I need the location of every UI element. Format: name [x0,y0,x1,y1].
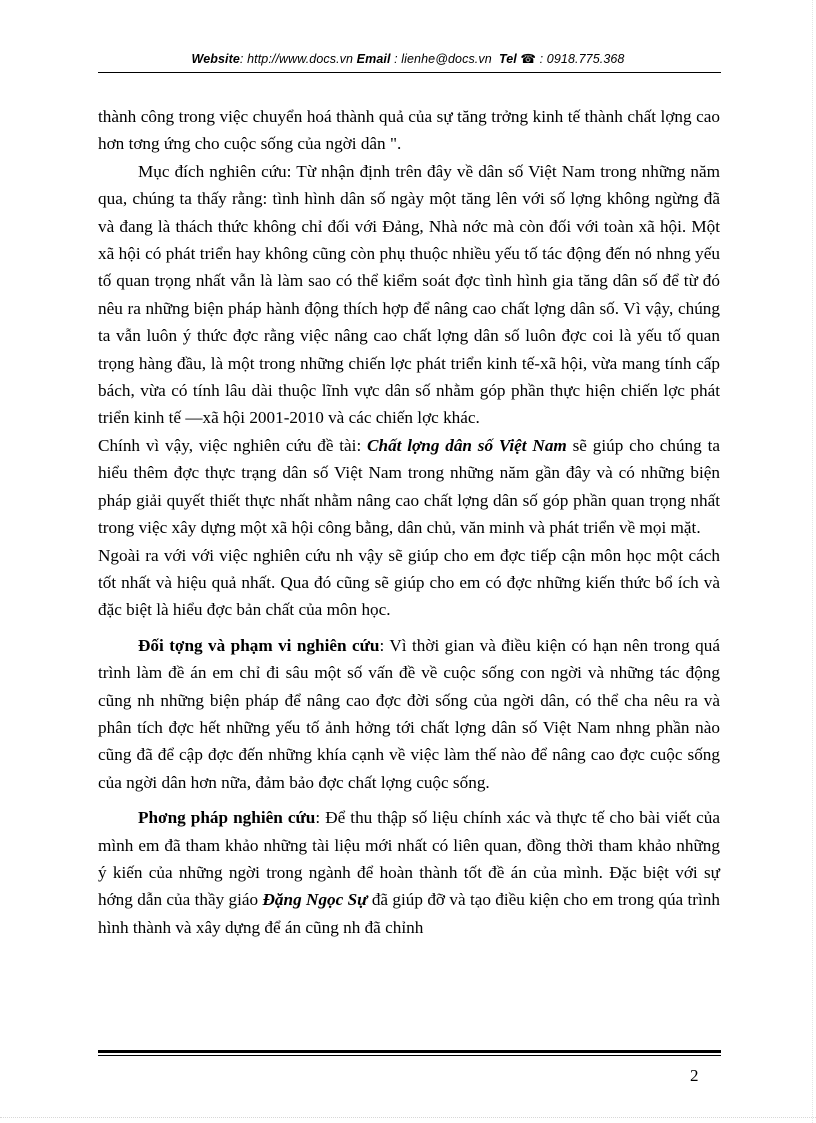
website-label: Website [191,52,240,66]
advisor-name: Đặng Ngọc Sự [262,890,368,910]
email-label: Email [356,52,391,66]
paragraph-topic [98,432,720,542]
scope-heading: Đối tợng và phạm vi nghiên cứu [138,635,380,655]
topic-body: sẽ giúp cho chúng ta hiểu thêm đợc thực trạng dân số Việt Nam trong những năm gần đây và có những biện pháp giải quyết thiết thực nhất nhằm nâng cao chất lợng dân số góp phần quan trọng nhất trong việc xây dựng một xã hội công bằng, dân chủ, văn minh và phát triển về mọi mặt. [98,435,720,538]
header-divider [98,72,721,73]
topic-title: Chất lợng dân số Việt Nam [367,435,567,455]
paragraph-method [98,804,720,941]
paragraph-additional: Ngoài ra với với việc nghiên cứu nh vậy sẽ giúp cho em đợc tiếp cận môn học một cách tốt nhất và hiệu quả nhất. Qua đó cũng sẽ giúp cho em có đợc những kiến thức bổ ích và đặc biệt là hiểu đợc bản chất của môn học. [98,545,720,620]
page-boundary-bottom [0,1117,816,1119]
phone-icon: ☎ [520,52,537,66]
email-value: : lienhe@docs.vn [390,52,492,66]
tel-label: Tel [498,52,517,66]
topic-intro: Chính vì vậy, việc nghiên cứu đề tài: [98,435,368,455]
document-body [98,103,720,941]
footer-divider-thin [98,1055,721,1056]
method-body-2: đã giúp đỡ và tạo điều kiện cho em trong qúa trình hình thành và xây dựng để án cũng nh đã chỉnh [98,890,720,937]
method-heading: Phơng pháp nghiên cứu [138,808,316,828]
paragraph-research-purpose: Mục đích nghiên cứu: Từ nhận định trên đây về dân số Việt Nam trong những năm qua, chúng ta thấy rằng: tình hình dân số ngày một tăng lên với số lợng không ngừng đã và đang là thách thức không chỉ đối với Đảng, Nhà nớc mà còn đối với toàn xã hội. Một xã hội có phát triển hay không cũng còn phụ thuộc nhiều yếu tố tác động đến nó nhng yếu tố quan trọng nhất vẫn là làm sao có thể kiểm soát đợc tình hình gia tăng dân số để từ đó nêu ra những biện pháp hành động thích hợp để nâng cao chất lợng dân số. Vì vậy, chúng ta vẫn luôn ý thức đợc rằng việc nâng cao chất lợng dân số luôn đợc coi là yếu tố quan trọng hàng đầu, là một trong những chiến lợc phát triển kinh tế-xã hội, vừa mang tính cấp bách, vừa có tính lâu dài thuộc lĩnh vực dân số nhằm góp phần thực hiện chiến lợc phát triển kinh tế —xã hội 2001-2010 và các chiến lợc khác. [98,161,720,428]
footer-divider-thick [98,1050,721,1053]
website-value: : http://www.docs.vn [239,52,354,66]
paragraph-continuation: thành công trong việc chuyển hoá thành quả của sự tăng trởng kinh tế thành chất lợng cao hơn tơng ứng cho cuộc sống của ngời dân ". [98,107,720,154]
paragraph-scope [98,632,720,796]
page-header [0,51,816,66]
tel-value: : 0918.775.368 [536,52,625,66]
scope-body: : Vì thời gian và điều kiện có hạn nên trong quá trình làm đề án em chỉ đi sâu một số vấn đề về cuộc sống con ngời và những tác động cũng nh những biện pháp để nâng cao đợc đời sống của ngời dân, có thể cha nêu ra và phân tích đợc hết những yếu tố ảnh hởng tới chất lợng dân số Việt Nam nhng phần nào cũng đã để cập đợc đến những khía cạnh về việc làm thế nào để nâng cao đợc cuộc sống của ngời dân hơn nữa, đảm bảo đợc chất lợng cuộc sống. [98,635,720,792]
method-body-1: : Để thu thập số liệu chính xác và thực tế cho bài viết của mình em đã tham khảo những tài liệu mới nhất có liên quan, đồng thời tham khảo những ý kiến của những ngời trong ngành để hoàn thành tốt đề án của mình. Đặc biệt với sự hớng dẫn của thầy giáo [98,808,720,910]
page-boundary-right [812,0,814,1123]
page-number: 2 [690,1066,699,1085]
